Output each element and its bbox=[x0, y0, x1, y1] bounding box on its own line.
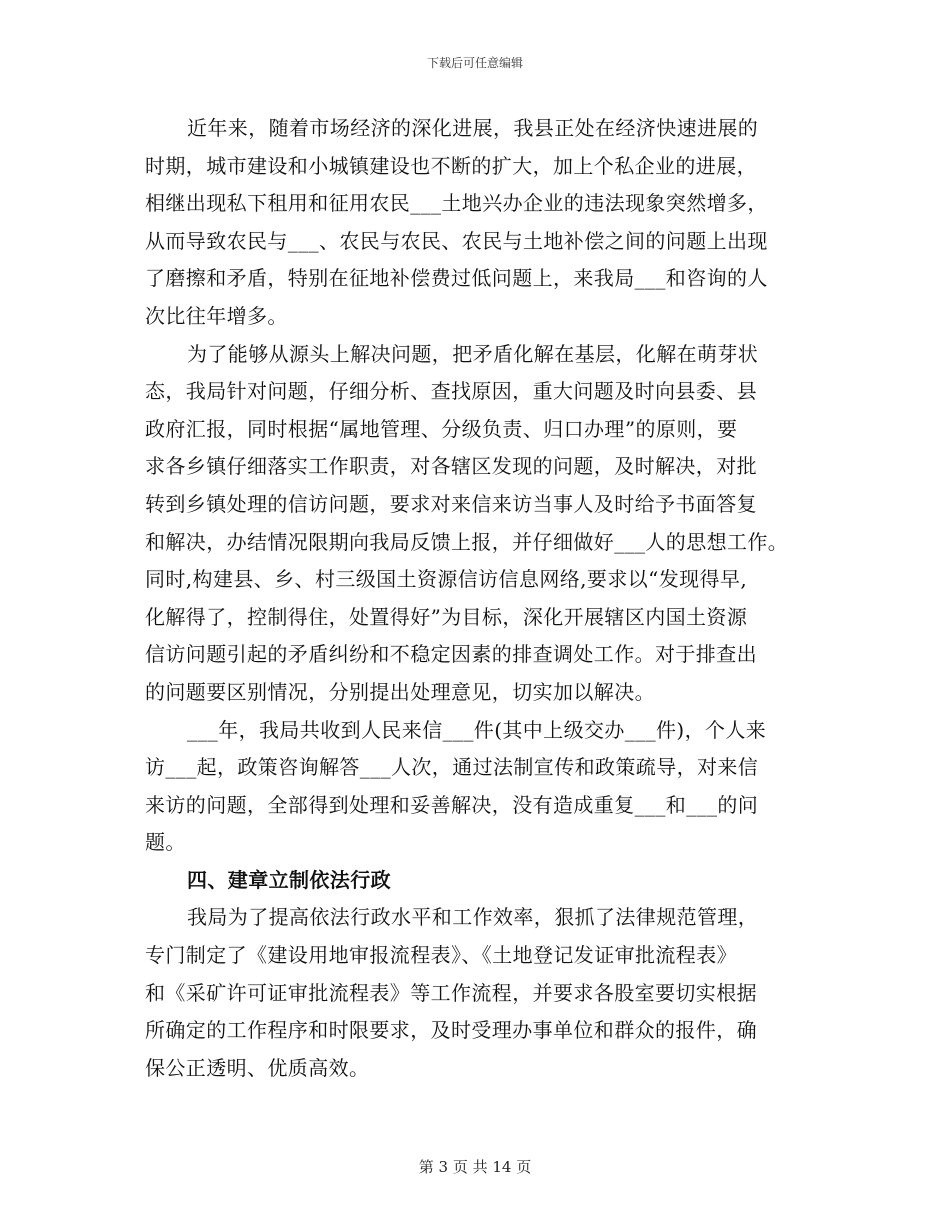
paragraph-1 bbox=[145, 110, 810, 336]
paragraph-3 bbox=[145, 712, 810, 862]
paragraph-4 bbox=[145, 899, 810, 1087]
page-header-note: 下载后可任意编辑 bbox=[426, 56, 523, 70]
text-line: 政府汇报，同时根据“属地管理、分级负责、归口办理”的原则，要 bbox=[145, 416, 738, 441]
text-line: 相继出现私下租用和征用农民___土地兴办企业的违法现象突然增多， bbox=[145, 191, 768, 216]
text-line: 态，我局针对问题，仔细分析、查找原因，重大问题及时向县委、县 bbox=[145, 379, 757, 404]
text-line: 化解得了，控制得住，处置得好”为目标，深化开展辖区内国土资源 bbox=[145, 604, 748, 629]
document-body bbox=[145, 110, 810, 1087]
text-line: 所确定的工作程序和时限要求，及时受理办事单位和群众的报件，确 bbox=[145, 1018, 757, 1043]
text-line: 访___起，政策咨询解答___人次，通过法制宣传和政策疏导，对来信 bbox=[145, 755, 759, 780]
text-line: 次比往年增多。 bbox=[145, 303, 288, 328]
text-line: 的问题要区别情况，分别提出处理意见，切实加以解决。 bbox=[145, 679, 655, 704]
text-line: 求各乡镇仔细落实工作职责，对各辖区发现的问题，及时解决，对批 bbox=[145, 454, 757, 479]
text-line: 转到乡镇处理的信访问题，要求对来信来访当事人及时给予书面答复 bbox=[145, 491, 757, 516]
text-line: 保公正透明、优质高效。 bbox=[145, 1055, 370, 1080]
text-line: 来访的问题，全部得到处理和妥善解决，没有造成重复___和___的问 bbox=[145, 792, 759, 817]
text-line: 专门制定了《建设用地审报流程表》、《土地登记发证审批流程表》 bbox=[145, 943, 737, 968]
text-line: 了磨擦和矛盾，特别在征地补偿费过低问题上，来我局___和咨询的人 bbox=[145, 266, 768, 291]
text-line: 从而导致农民与___、农民与农民、农民与土地补偿之间的问题上出现 bbox=[145, 228, 768, 253]
text-line: 同时,构建县、乡、村三级国土资源信访信息网络,要求以“发现得早, bbox=[145, 567, 748, 592]
text-line: 和解决，办结情况限期向我局反馈上报，并仔细做好___人的思想工作。 bbox=[145, 529, 789, 554]
text-line: 和《采矿许可证审批流程表》等工作流程，并要求各股室要切实根据 bbox=[145, 980, 757, 1005]
text-line: 我局为了提高依法行政水平和工作效率，狠抓了法律规范管理， bbox=[187, 905, 759, 930]
page-number: 第 3 页 共 14 页 bbox=[418, 1158, 532, 1176]
text-line: ___年，我局共收到人民来信___件(其中上级交办___件)，个人来 bbox=[187, 717, 767, 742]
text-line: 信访问题引起的矛盾纠纷和不稳定因素的排查调处工作。对于排查出 bbox=[145, 642, 757, 667]
paragraph-2 bbox=[145, 336, 810, 712]
text-line: 近年来，随着市场经济的深化进展，我县正处在经济快速进展的 bbox=[187, 116, 759, 140]
section-heading: 四、建章立制依法行政 bbox=[187, 867, 391, 892]
text-line: 题。 bbox=[145, 830, 186, 855]
text-line: 时期，城市建设和小城镇建设也不断的扩大，加上个私企业的进展， bbox=[145, 153, 757, 178]
text-line: 为了能够从源头上解决问题，把矛盾化解在基层，化解在萌芽状 bbox=[187, 341, 759, 366]
